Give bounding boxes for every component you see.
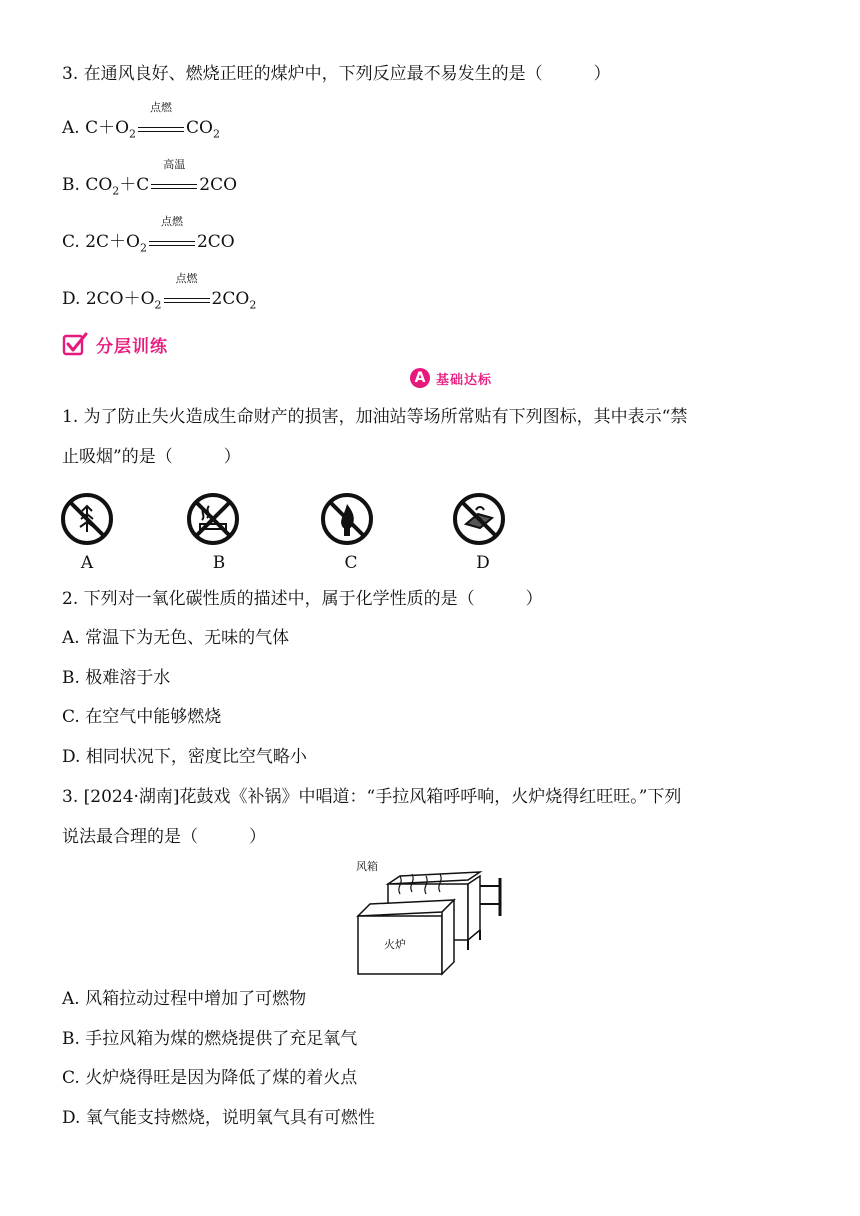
option-letter: D. (62, 289, 86, 309)
products: 2CO (211, 289, 250, 309)
subscript: 2 (249, 298, 257, 312)
question-1-stem-line1: 1. 为了防止失火造成生命财产的损害，加油站等场所常贴有下列图标，其中表示“禁 (62, 407, 688, 427)
products: 2CO (199, 175, 238, 195)
reaction-condition: 点燃 (175, 272, 198, 285)
no-smoking-icon[interactable] (186, 492, 240, 546)
q2-option-b[interactable]: B. 极难溶于水 (62, 668, 171, 688)
reactants: 2C＋O (85, 232, 140, 252)
no-flammables-icon[interactable] (452, 492, 506, 546)
option-letter: A. (62, 118, 86, 138)
prev-question-3-stem: 3. 在通风良好、燃烧正旺的煤炉中，下列反应最不易发生的是（ ） (62, 64, 611, 84)
prev-q3-option-c[interactable] (62, 215, 235, 260)
reactants: C＋O (85, 118, 130, 138)
reaction-condition: 高温 (163, 158, 186, 171)
question-2-stem: 2. 下列对一氧化碳性质的描述中，属于化学性质的是（ ） (62, 589, 543, 609)
bellows-stove-drawing (356, 856, 506, 978)
products: 2CO (196, 232, 235, 252)
reaction-arrow (148, 215, 196, 254)
subscript: 2 (154, 298, 162, 312)
bellows-label: 风箱 (356, 860, 378, 873)
subscript: 2 (213, 127, 220, 141)
q2-option-a[interactable]: A. 常温下为无色、无味的气体 (62, 628, 290, 648)
q3-option-d[interactable]: D. 氧气能支持燃烧，说明氧气具有可燃性 (62, 1108, 375, 1128)
sign-label-a: A (80, 553, 94, 573)
q3-option-a[interactable]: A. 风箱拉动过程中增加了可燃物 (62, 989, 307, 1009)
products: CO (186, 118, 213, 138)
level-badge: A (410, 368, 430, 388)
no-fireworks-icon[interactable] (60, 492, 114, 546)
section-header (62, 331, 168, 357)
reactants: 2CO＋O (85, 289, 155, 309)
stove-label: 火炉 (384, 938, 406, 951)
q2-option-d[interactable]: D. 相同状况下，密度比空气略小 (62, 747, 307, 767)
reaction-arrow (163, 272, 211, 311)
subscript: 2 (112, 184, 120, 198)
bellows-stove-figure (356, 856, 506, 978)
checkbox-icon (62, 332, 88, 356)
sign-label-b: B (212, 553, 226, 573)
reaction-arrow (137, 101, 185, 140)
subscript: 2 (139, 241, 147, 255)
question-3-stem-line1: 3. [2024·湖南]花鼓戏《补锅》中唱道：“手拉风箱呼呼响，火炉烧得红旺旺。”下列 (62, 787, 682, 807)
no-open-flame-icon[interactable] (320, 492, 374, 546)
q2-option-c[interactable]: C. 在空气中能够燃烧 (62, 707, 222, 727)
prev-q3-option-d[interactable] (62, 272, 257, 317)
sign-label-c: C (344, 553, 358, 573)
question-3-stem-line2: 说法最合理的是（ ） (62, 827, 266, 847)
prev-q3-option-a[interactable] (62, 101, 220, 146)
option-letter: C. (62, 232, 86, 252)
q3-option-b[interactable]: B. 手拉风箱为煤的燃烧提供了充足氧气 (62, 1029, 358, 1049)
level-header (410, 368, 492, 388)
q3-option-c[interactable]: C. 火炉烧得旺是因为降低了煤的着火点 (62, 1068, 358, 1088)
option-letter: B. (62, 175, 86, 195)
level-title: 基础达标 (436, 372, 493, 388)
prev-q3-option-b[interactable] (62, 158, 238, 203)
reaction-condition: 点燃 (160, 215, 183, 228)
reactants: CO (85, 175, 113, 195)
reaction-arrow (150, 158, 198, 197)
subscript: 2 (129, 127, 137, 141)
question-1-stem-line2: 止吸烟”的是（ ） (62, 447, 241, 467)
section-title: 分层训练 (96, 336, 168, 357)
reaction-condition: 点燃 (150, 101, 173, 114)
reactants-rest: ＋C (119, 175, 150, 195)
sign-label-d: D (476, 553, 490, 573)
